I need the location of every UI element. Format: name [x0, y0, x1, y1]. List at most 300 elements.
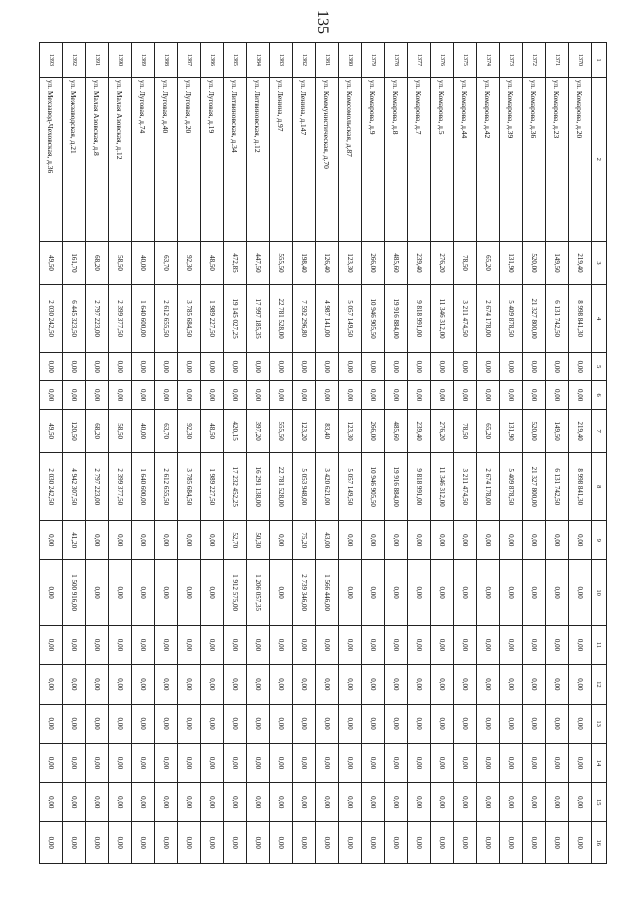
value-cell: 49,50 [40, 409, 63, 453]
value-cell: 126,40 [316, 241, 339, 285]
value-cell: 10 946 905,50 [362, 453, 385, 521]
address-cell: ул. Коммунистическая, д.70 [316, 77, 339, 241]
table-row [293, 43, 316, 864]
value-cell: 0,00 [40, 704, 63, 743]
value-cell: 0,00 [201, 783, 224, 822]
value-cell: 0,00 [569, 783, 592, 822]
address-cell: ул. Комарова, д.9 [362, 77, 385, 241]
value-cell: 0,00 [178, 743, 201, 782]
row-number-cell: 1387 [178, 43, 201, 78]
value-cell: 1 640 600,00 [132, 453, 155, 521]
value-cell: 0,00 [40, 625, 63, 664]
page-number: 135 [314, 10, 331, 34]
value-cell: 485,60 [385, 409, 408, 453]
value-cell: 0,00 [500, 822, 523, 864]
value-cell: 8 998 841,30 [569, 453, 592, 521]
value-cell: 0,00 [40, 560, 63, 626]
address-cell: ул. Луговая, д.19 [201, 77, 224, 241]
value-cell: 0,00 [408, 381, 431, 409]
value-cell: 0,00 [500, 353, 523, 381]
value-cell: 0,00 [201, 381, 224, 409]
value-cell: 397,20 [247, 409, 270, 453]
column-header: 8 [592, 453, 607, 521]
column-header: 10 [592, 560, 607, 626]
value-cell: 0,00 [477, 353, 500, 381]
value-cell: 0,00 [224, 381, 247, 409]
value-cell: 0,00 [408, 353, 431, 381]
value-cell: 5 409 878,50 [500, 285, 523, 353]
value-cell: 0,00 [109, 560, 132, 626]
value-cell: 0,00 [109, 625, 132, 664]
value-cell: 40,00 [132, 241, 155, 285]
value-cell: 0,00 [362, 381, 385, 409]
value-cell: 0,00 [523, 783, 546, 822]
value-cell: 219,40 [569, 409, 592, 453]
value-cell: 10 946 905,50 [362, 285, 385, 353]
value-cell: 0,00 [431, 822, 454, 864]
value-cell: 0,00 [86, 381, 109, 409]
value-cell: 0,00 [316, 665, 339, 704]
value-cell: 3 211 474,50 [454, 453, 477, 521]
value-cell: 0,00 [63, 625, 86, 664]
value-cell: 0,00 [385, 704, 408, 743]
value-cell: 5 057 149,50 [339, 453, 362, 521]
address-cell: ул. Комарова, д.42 [477, 77, 500, 241]
value-cell: 0,00 [546, 560, 569, 626]
value-cell: 0,00 [201, 521, 224, 560]
value-cell: 123,30 [339, 241, 362, 285]
value-cell: 0,00 [224, 704, 247, 743]
value-cell: 0,00 [454, 743, 477, 782]
column-header: 12 [592, 665, 607, 704]
value-cell: 63,70 [155, 409, 178, 453]
value-cell: 7 592 296,80 [293, 285, 316, 353]
value-cell: 8 998 841,30 [569, 285, 592, 353]
value-cell: 4 942 307,50 [63, 453, 86, 521]
value-cell: 0,00 [132, 560, 155, 626]
value-cell: 11 346 312,00 [431, 285, 454, 353]
value-cell: 0,00 [63, 704, 86, 743]
value-cell: 0,00 [569, 665, 592, 704]
value-cell: 0,00 [385, 381, 408, 409]
address-cell: ул. Комарова, д.36 [523, 77, 546, 241]
value-cell: 0,00 [178, 560, 201, 626]
value-cell: 0,00 [500, 521, 523, 560]
value-cell: 0,00 [431, 625, 454, 664]
value-cell: 1 912 575,00 [224, 560, 247, 626]
address-cell: ул. Комсомольская, д.87 [339, 77, 362, 241]
value-cell: 0,00 [523, 353, 546, 381]
value-cell: 266,00 [362, 241, 385, 285]
value-cell: 0,00 [109, 521, 132, 560]
value-cell: 0,00 [385, 521, 408, 560]
value-cell: 0,00 [155, 743, 178, 782]
value-cell: 219,40 [569, 241, 592, 285]
value-cell: 0,00 [201, 704, 224, 743]
value-cell: 0,00 [385, 783, 408, 822]
row-number-cell: 1371 [546, 43, 569, 78]
value-cell: 0,00 [155, 822, 178, 864]
value-cell: 22 781 528,00 [270, 453, 293, 521]
value-cell: 0,00 [454, 353, 477, 381]
address-cell: ул. Комарова, д.20 [569, 77, 592, 241]
value-cell: 276,20 [431, 409, 454, 453]
value-cell: 0,00 [155, 381, 178, 409]
table-row [109, 43, 132, 864]
row-number-cell: 1393 [40, 43, 63, 78]
value-cell: 0,00 [339, 783, 362, 822]
value-cell: 0,00 [500, 665, 523, 704]
address-cell: ул. Луговая, д.40 [155, 77, 178, 241]
value-cell: 48,50 [201, 409, 224, 453]
value-cell: 0,00 [454, 625, 477, 664]
value-cell: 0,00 [63, 743, 86, 782]
table-row [155, 43, 178, 864]
value-cell: 0,00 [500, 381, 523, 409]
value-cell: 0,00 [270, 783, 293, 822]
value-cell: 0,00 [546, 783, 569, 822]
value-cell: 0,00 [339, 743, 362, 782]
table-frame [46, 42, 607, 864]
value-cell: 0,00 [270, 822, 293, 864]
row-number-cell: 1382 [293, 43, 316, 78]
value-cell: 555,50 [270, 409, 293, 453]
value-cell: 0,00 [362, 625, 385, 664]
value-cell: 6 445 323,50 [63, 285, 86, 353]
value-cell: 0,00 [132, 704, 155, 743]
value-cell: 2 797 223,00 [86, 453, 109, 521]
value-cell: 3 211 474,50 [454, 285, 477, 353]
value-cell: 0,00 [86, 665, 109, 704]
value-cell: 0,00 [523, 704, 546, 743]
value-cell: 4 987 141,00 [316, 285, 339, 353]
value-cell: 0,00 [109, 353, 132, 381]
table-row [247, 43, 270, 864]
value-cell: 0,00 [224, 822, 247, 864]
value-cell: 3 420 621,00 [316, 453, 339, 521]
value-cell: 0,00 [109, 381, 132, 409]
register-table [39, 42, 607, 864]
value-cell: 5 409 878,50 [500, 453, 523, 521]
table-row [224, 43, 247, 864]
value-cell: 0,00 [293, 704, 316, 743]
value-cell: 0,00 [385, 625, 408, 664]
value-cell: 1 989 227,50 [201, 285, 224, 353]
value-cell: 0,00 [178, 822, 201, 864]
value-cell: 0,00 [362, 521, 385, 560]
value-cell: 0,00 [316, 625, 339, 664]
table-row [523, 43, 546, 864]
value-cell: 0,00 [431, 665, 454, 704]
value-cell: 0,00 [385, 743, 408, 782]
row-number-cell: 1381 [316, 43, 339, 78]
table-row [40, 43, 63, 864]
address-cell: ул. Литвиновская, д.34 [224, 77, 247, 241]
value-cell: 485,60 [385, 241, 408, 285]
value-cell: 68,20 [86, 241, 109, 285]
value-cell: 0,00 [63, 783, 86, 822]
row-number-cell: 1385 [224, 43, 247, 78]
value-cell: 0,00 [40, 521, 63, 560]
table-row [270, 43, 293, 864]
value-cell: 41,20 [63, 521, 86, 560]
value-cell: 0,00 [132, 353, 155, 381]
value-cell: 0,00 [40, 783, 63, 822]
row-number-cell: 1379 [362, 43, 385, 78]
value-cell: 0,00 [431, 743, 454, 782]
value-cell: 19 916 884,00 [385, 453, 408, 521]
value-cell: 2 030 242,50 [40, 453, 63, 521]
value-cell: 0,00 [40, 381, 63, 409]
value-cell: 123,30 [339, 409, 362, 453]
value-cell: 0,00 [178, 665, 201, 704]
value-cell: 0,00 [316, 381, 339, 409]
value-cell: 0,00 [408, 560, 431, 626]
table-row [385, 43, 408, 864]
value-cell: 0,00 [40, 743, 63, 782]
value-cell: 92,30 [178, 409, 201, 453]
value-cell: 0,00 [408, 625, 431, 664]
value-cell: 0,00 [201, 560, 224, 626]
value-cell: 0,00 [270, 560, 293, 626]
value-cell: 19 145 027,25 [224, 285, 247, 353]
address-cell: ул. Луговая, д.74 [132, 77, 155, 241]
column-header: 5 [592, 353, 607, 381]
table-row [569, 43, 592, 864]
value-cell: 0,00 [270, 381, 293, 409]
table-row [201, 43, 224, 864]
column-header: 3 [592, 241, 607, 285]
column-header: 1 [592, 43, 607, 78]
value-cell: 0,00 [109, 665, 132, 704]
value-cell: 63,70 [155, 241, 178, 285]
value-cell: 0,00 [431, 783, 454, 822]
address-cell: ул. Комарова, д.8 [385, 77, 408, 241]
value-cell: 0,00 [569, 381, 592, 409]
column-header: 16 [592, 822, 607, 864]
value-cell: 0,00 [247, 381, 270, 409]
value-cell: 0,00 [523, 521, 546, 560]
value-cell: 0,00 [339, 704, 362, 743]
value-cell: 0,00 [546, 704, 569, 743]
value-cell: 1 206 057,35 [247, 560, 270, 626]
value-cell: 0,00 [40, 822, 63, 864]
value-cell: 0,00 [500, 625, 523, 664]
value-cell: 520,00 [523, 241, 546, 285]
value-cell: 0,00 [339, 353, 362, 381]
value-cell: 472,85 [224, 241, 247, 285]
value-cell: 2 612 655,50 [155, 453, 178, 521]
value-cell: 0,00 [201, 625, 224, 664]
value-cell: 266,00 [362, 409, 385, 453]
value-cell: 1 640 600,00 [132, 285, 155, 353]
value-cell: 21 327 800,00 [523, 453, 546, 521]
table-row [431, 43, 454, 864]
value-cell: 0,00 [63, 381, 86, 409]
value-cell: 0,00 [224, 665, 247, 704]
value-cell: 0,00 [224, 743, 247, 782]
value-cell: 6 131 742,50 [546, 285, 569, 353]
column-header: 6 [592, 381, 607, 409]
value-cell: 52,70 [224, 521, 247, 560]
value-cell: 0,00 [569, 353, 592, 381]
value-cell: 0,00 [477, 560, 500, 626]
value-cell: 78,50 [454, 241, 477, 285]
value-cell: 0,00 [132, 665, 155, 704]
value-cell: 3 785 684,50 [178, 285, 201, 353]
address-cell: ул. Комарова, д.44 [454, 77, 477, 241]
value-cell: 58,50 [109, 241, 132, 285]
value-cell: 49,50 [40, 241, 63, 285]
value-cell: 0,00 [293, 381, 316, 409]
table-row [362, 43, 385, 864]
value-cell: 0,00 [155, 560, 178, 626]
value-cell: 0,00 [40, 353, 63, 381]
value-cell: 0,00 [201, 353, 224, 381]
value-cell: 0,00 [63, 665, 86, 704]
row-number-cell: 1378 [385, 43, 408, 78]
value-cell: 0,00 [454, 665, 477, 704]
row-number-cell: 1386 [201, 43, 224, 78]
value-cell: 239,40 [408, 241, 431, 285]
table-body [40, 43, 592, 864]
value-cell: 9 818 991,00 [408, 453, 431, 521]
value-cell: 50,30 [247, 521, 270, 560]
value-cell: 555,50 [270, 241, 293, 285]
value-cell: 123,20 [293, 409, 316, 453]
value-cell: 0,00 [132, 783, 155, 822]
row-number-cell: 1388 [155, 43, 178, 78]
row-number-cell: 1380 [339, 43, 362, 78]
value-cell: 17 232 452,25 [224, 453, 247, 521]
value-cell: 0,00 [431, 381, 454, 409]
value-cell: 3 785 684,50 [178, 453, 201, 521]
table-row [316, 43, 339, 864]
table-row [132, 43, 155, 864]
value-cell: 0,00 [569, 625, 592, 664]
value-cell: 0,00 [316, 704, 339, 743]
value-cell: 0,00 [86, 704, 109, 743]
value-cell: 0,00 [270, 353, 293, 381]
value-cell: 0,00 [155, 665, 178, 704]
value-cell: 1 566 446,00 [316, 560, 339, 626]
row-number-cell: 1383 [270, 43, 293, 78]
value-cell: 0,00 [247, 625, 270, 664]
row-number-cell: 1389 [132, 43, 155, 78]
value-cell: 19 916 884,00 [385, 285, 408, 353]
row-number-cell: 1392 [63, 43, 86, 78]
value-cell: 0,00 [477, 704, 500, 743]
address-cell: ул. Ленина, д.97 [270, 77, 293, 241]
value-cell: 0,00 [155, 521, 178, 560]
value-cell: 0,00 [385, 353, 408, 381]
value-cell: 131,90 [500, 409, 523, 453]
value-cell: 0,00 [454, 521, 477, 560]
value-cell: 0,00 [362, 743, 385, 782]
value-cell: 0,00 [477, 381, 500, 409]
value-cell: 0,00 [569, 743, 592, 782]
value-cell: 0,00 [178, 521, 201, 560]
value-cell: 6 131 742,50 [546, 453, 569, 521]
value-cell: 0,00 [546, 743, 569, 782]
column-header: 4 [592, 285, 607, 353]
value-cell: 0,00 [546, 625, 569, 664]
value-cell: 0,00 [408, 704, 431, 743]
value-cell: 0,00 [155, 704, 178, 743]
table-row [454, 43, 477, 864]
table-row [408, 43, 431, 864]
value-cell: 0,00 [339, 560, 362, 626]
value-cell: 0,00 [63, 822, 86, 864]
column-header: 11 [592, 625, 607, 664]
value-cell: 2 399 377,50 [109, 285, 132, 353]
value-cell: 1 989 227,50 [201, 453, 224, 521]
address-cell: ул. Литвиновская, д.12 [247, 77, 270, 241]
value-cell: 0,00 [546, 822, 569, 864]
table-row [477, 43, 500, 864]
value-cell: 92,30 [178, 241, 201, 285]
value-cell: 0,00 [339, 822, 362, 864]
value-cell: 0,00 [155, 783, 178, 822]
value-cell: 40,00 [132, 409, 155, 453]
value-cell: 0,00 [362, 665, 385, 704]
value-cell: 0,00 [523, 381, 546, 409]
value-cell: 0,00 [109, 704, 132, 743]
value-cell: 0,00 [224, 353, 247, 381]
value-cell: 198,40 [293, 241, 316, 285]
value-cell: 75,20 [293, 521, 316, 560]
value-cell: 0,00 [86, 625, 109, 664]
value-cell: 0,00 [247, 704, 270, 743]
value-cell: 0,00 [546, 381, 569, 409]
value-cell: 0,00 [500, 560, 523, 626]
value-cell: 5 053 948,00 [293, 453, 316, 521]
value-cell: 58,50 [109, 409, 132, 453]
value-cell: 0,00 [569, 521, 592, 560]
value-cell: 0,00 [270, 743, 293, 782]
value-cell: 0,00 [339, 625, 362, 664]
value-cell: 0,00 [247, 353, 270, 381]
row-number-cell: 1372 [523, 43, 546, 78]
value-cell: 83,40 [316, 409, 339, 453]
value-cell: 0,00 [362, 704, 385, 743]
rotated-table-container [46, 42, 607, 864]
value-cell: 0,00 [454, 381, 477, 409]
column-header: 13 [592, 704, 607, 743]
value-cell: 0,00 [109, 783, 132, 822]
value-cell: 0,00 [293, 353, 316, 381]
value-cell: 0,00 [500, 743, 523, 782]
value-cell: 78,50 [454, 409, 477, 453]
value-cell: 2 612 655,50 [155, 285, 178, 353]
value-cell: 9 818 991,00 [408, 285, 431, 353]
value-cell: 0,00 [86, 743, 109, 782]
value-cell: 0,00 [546, 521, 569, 560]
value-cell: 0,00 [408, 822, 431, 864]
value-cell: 0,00 [431, 560, 454, 626]
value-cell: 0,00 [523, 743, 546, 782]
value-cell: 0,00 [477, 822, 500, 864]
value-cell: 0,00 [132, 381, 155, 409]
address-cell: ул. Комарова, д.7 [408, 77, 431, 241]
value-cell: 149,50 [546, 241, 569, 285]
value-cell: 0,00 [270, 665, 293, 704]
value-cell: 43,00 [316, 521, 339, 560]
row-number-cell: 1377 [408, 43, 431, 78]
value-cell: 5 057 149,50 [339, 285, 362, 353]
value-cell: 520,00 [523, 409, 546, 453]
value-cell: 0,00 [316, 743, 339, 782]
